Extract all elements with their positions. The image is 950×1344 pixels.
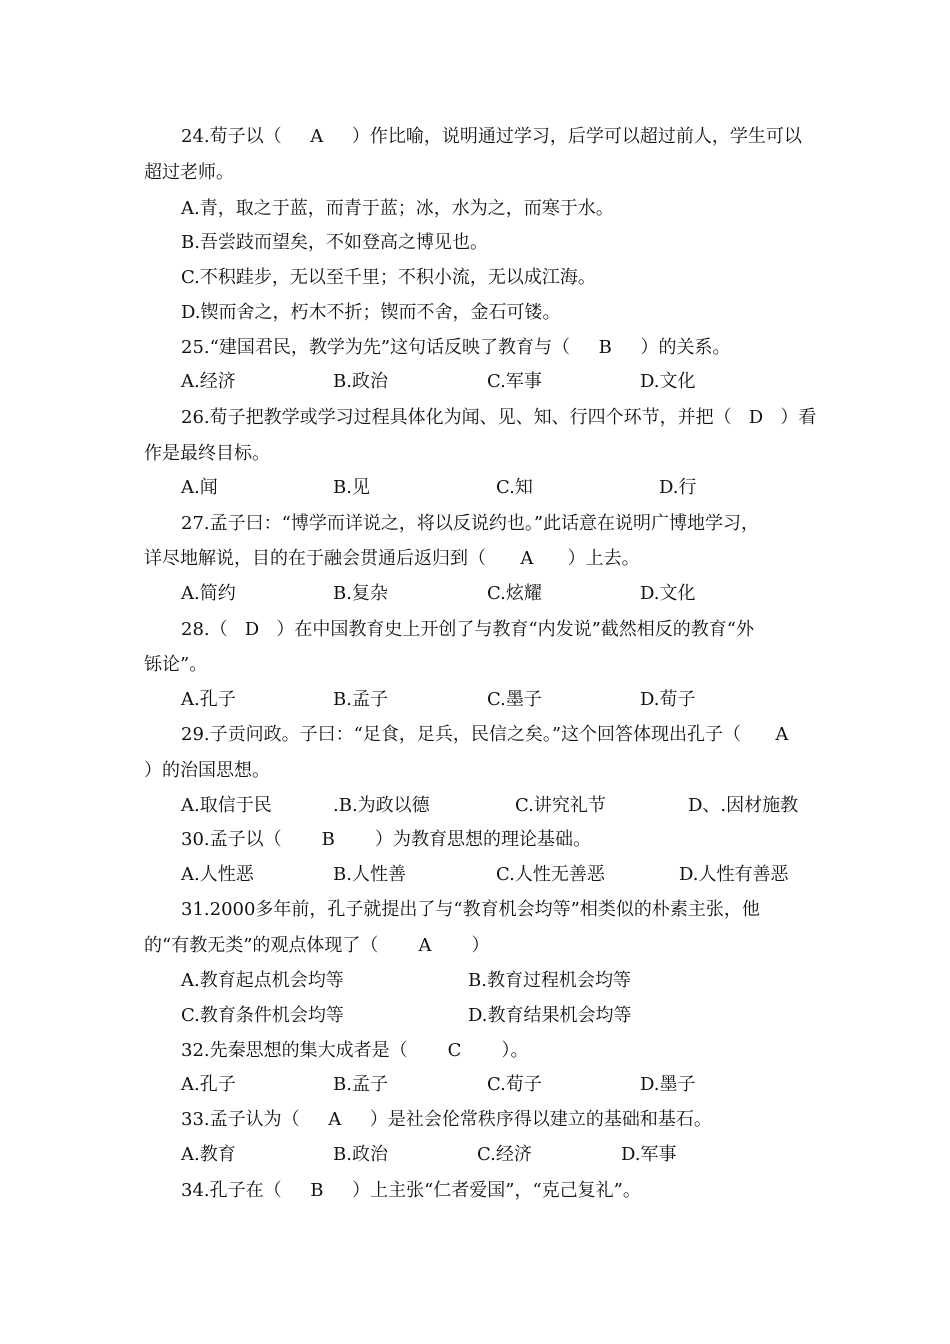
question-24-stem-line-1: 24.荀子以（ A ）作比喻，说明通过学习，后学可以超过前人，学生可以 (181, 126, 802, 147)
question-25-option-b: B.政治 (333, 371, 388, 392)
question-30-option-a: A.人性恶 (181, 864, 254, 885)
question-25-option-a: A.经济 (181, 371, 236, 392)
question-26-option-b: B.见 (333, 477, 370, 498)
question-31-option-d: D.教育结果机会均等 (468, 1005, 632, 1026)
question-24-option-b: B.吾尝跂而望矣，不如登高之博见也。 (181, 232, 488, 253)
question-26-stem-line-2: 作是最终目标。 (144, 443, 270, 464)
question-31-option-b: B.教育过程机会均等 (468, 970, 631, 991)
question-26-option-c: C.知 (496, 477, 533, 498)
question-33-option-a: A.教育 (181, 1144, 236, 1165)
question-30-option-d: D.人性有善恶 (679, 864, 789, 885)
question-30-option-b: B.人性善 (333, 864, 406, 885)
question-27-option-c: C.炫耀 (487, 583, 542, 604)
question-29-option-d: D、.因材施教 (688, 795, 799, 816)
question-29-stem-line-2: ）的治国思想。 (144, 760, 270, 781)
question-27-stem-line-1: 27.孟子曰：“博学而详说之，将以反说约也。”此话意在说明广博地学习， (181, 513, 760, 534)
question-26-option-a: A.闻 (181, 477, 218, 498)
question-28-option-c: C.墨子 (487, 689, 542, 710)
question-27-option-d: D.文化 (640, 583, 696, 604)
question-31-option-c: C.教育条件机会均等 (181, 1005, 344, 1026)
question-27-option-a: A.简约 (181, 583, 236, 604)
question-27-stem-line-2: 详尽地解说，目的在于融会贯通后返归到（ A ）上去。 (144, 548, 640, 569)
question-29-stem-line-1: 29.子贡问政。子曰：“足食，足兵，民信之矣。”这个回答体现出孔子（ A (181, 724, 789, 745)
question-24-option-c: C.不积跬步，无以至千里；不积小流，无以成江海。 (181, 267, 596, 288)
question-33-option-b: B.政治 (333, 1144, 388, 1165)
question-31-stem-line-1: 31.2000多年前，孔子就提出了与“教育机会均等”相类似的朴素主张，他 (181, 899, 760, 920)
question-31-stem-line-2: 的“有教无类”的观点体现了（ A ） (144, 935, 490, 956)
question-24-option-d: D.锲而舍之，朽木不折；锲而不舍，金石可镂。 (181, 302, 561, 323)
question-28-option-d: D.荀子 (640, 689, 696, 710)
question-24-option-a: A.青，取之于蓝，而青于蓝；冰，水为之，而寒于水。 (181, 198, 614, 219)
question-28-option-a: A.孔子 (181, 689, 236, 710)
question-25-option-d: D.文化 (640, 371, 696, 392)
question-30-stem-line-1: 30.孟子以（ B ）为教育思想的理论基础。 (181, 829, 591, 850)
question-24-stem-line-2: 超过老师。 (144, 162, 234, 183)
question-30-option-c: C.人性无善恶 (496, 864, 605, 885)
question-32-option-a: A.孔子 (181, 1074, 236, 1095)
question-26-stem-line-1: 26.荀子把教学或学习过程具体化为闻、见、知、行四个环节，并把（ D ）看 (181, 407, 817, 428)
question-32-option-d: D.墨子 (640, 1074, 696, 1095)
question-33-option-d: D.军事 (621, 1144, 677, 1165)
question-32-option-c: C.荀子 (487, 1074, 542, 1095)
question-27-option-b: B.复杂 (333, 583, 388, 604)
question-31-option-a: A.教育起点机会均等 (181, 970, 344, 991)
question-26-option-d: D.行 (659, 477, 697, 498)
question-33-option-c: C.经济 (477, 1144, 532, 1165)
question-29-option-b: .B.为政以德 (333, 795, 430, 816)
question-29-option-a: A.取信于民 (181, 795, 272, 816)
question-25-stem-line-1: 25.“建国君民，教学为先”这句话反映了教育与（ B ）的关系。 (181, 337, 731, 358)
question-34-stem-line-1: 34.孔子在（ B ）上主张“仁者爱国”，“克己复礼”。 (181, 1180, 641, 1201)
question-28-stem-line-2: 铄论”。 (144, 654, 208, 675)
question-28-option-b: B.孟子 (333, 689, 388, 710)
question-25-option-c: C.军事 (487, 371, 542, 392)
question-32-option-b: B.孟子 (333, 1074, 388, 1095)
question-28-stem-line-1: 28.（ D ）在中国教育史上开创了与教育“内发说”截然相反的教育“外 (181, 619, 754, 640)
question-32-stem-line-1: 32.先秦思想的集大成者是（ C ）。 (181, 1040, 529, 1061)
question-29-option-c: C.讲究礼节 (515, 795, 606, 816)
question-33-stem-line-1: 33.孟子认为（ A ）是社会伦常秩序得以建立的基础和基石。 (181, 1109, 712, 1130)
